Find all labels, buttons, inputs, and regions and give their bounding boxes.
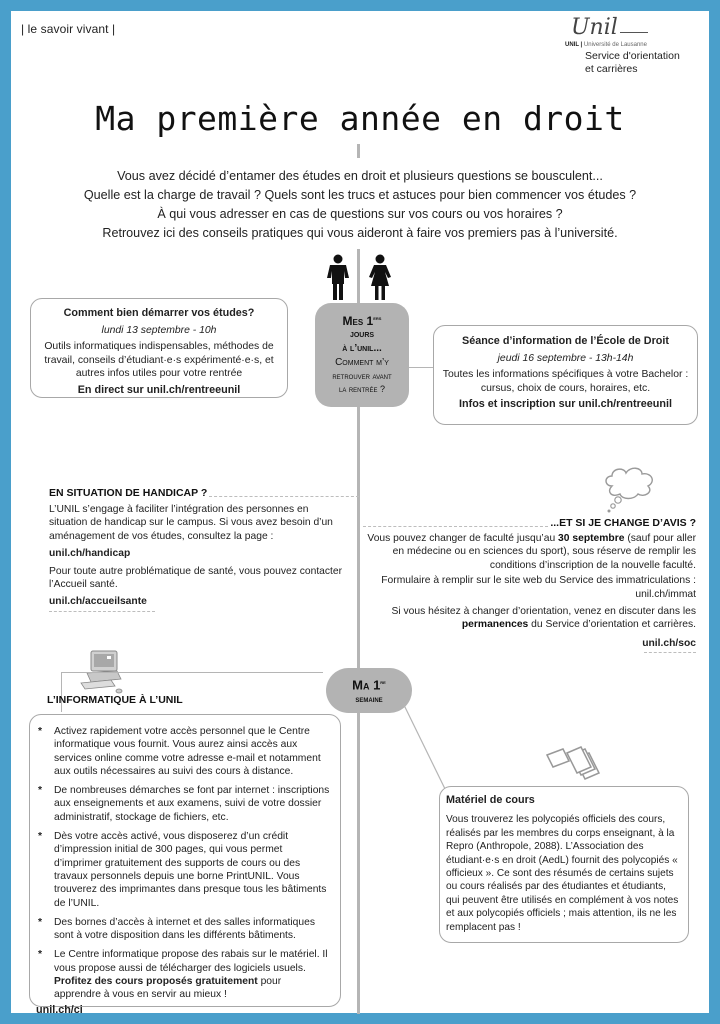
- it-list-item: * Le Centre informatique propose des rabais sur le matériel. Il vous propose aussi de télécharger des logiciels usuels. Profitez des cours proposés gratuitement pour apprendre à vous en servir au mieux !: [36, 948, 330, 1001]
- sante-body: Pour toute autre problématique de santé, vous pouvez contacter l’Accueil santé.: [49, 565, 343, 591]
- ci-link[interactable]: unil.ch/ci: [36, 1003, 83, 1016]
- soc-link[interactable]: unil.ch/soc: [642, 637, 696, 649]
- change-heading: ...ET SI JE CHANGE D’AVIS ?: [550, 517, 696, 529]
- event-link[interactable]: En direct sur unil.ch/rentreeunil: [77, 383, 241, 396]
- materiel-body: Vous trouverez les polycopiés officiels des cours, réalisés par les membres du corps enseignant, à la Repro (Anthropole, 2088). L’Association des étudiant·e·s en droit (AedL) fournit des polycopiés « officieux ». Ce sont des résumés de certains sujets ou cours réalisés par des étudiantes et étudiants, qui peuvent être utilisés en complément à vos notes et aux polycopiés officiels ; mais attention, ils ne les remplacent pas !: [446, 814, 679, 933]
- event-date: jeudi 16 septembre - 13h-14h: [497, 352, 634, 364]
- thought-bubble-icon: [598, 464, 668, 514]
- department-name: Service d'orientation et carrières: [585, 50, 680, 75]
- connector-it: [61, 672, 323, 673]
- it-list: [36, 725, 330, 1002]
- it-list-item: * Dès votre accès activé, vous disposerez d’un crédit d’impression initial de 300 pages, qui vous permet d’imprimer gratuitement des supports de cours ou des travaux personnels depuis une borne PrintUNIL. Vous trouverez des imprimantes dans presque tous les bâtiments de l’UNIL.: [36, 830, 330, 910]
- university-name: UNIL | Université de Lausanne: [565, 42, 647, 48]
- male-student-icon: [325, 254, 351, 302]
- intro-text: Vous avez décidé d’entamer des études en droit et plusieurs questions se bousculent... Quelle est la charge de travail ? Quels sont les trucs et astuces pour bien commencer vos études ? À qui vous adresser en cas de questions sur vos cours ou vos horaires ? Retrouvez ici des conseils pratiques qui vous aideront à faire vos premiers pas à l’université.: [83, 169, 637, 240]
- materiel-card: [439, 786, 689, 943]
- computer-icon: [77, 649, 127, 697]
- unil-logo: [565, 15, 695, 76]
- event-heading: Séance d’information de l’École de Droit: [462, 335, 669, 347]
- event-body: Toutes les informations spécifiques à votre Bachelor : cursus, choix de cours, horaires, etc.: [442, 369, 689, 394]
- event-body: Outils informatiques indispensables, méthodes de travail, conseils d’étudiant·e·s expérimenté·e·s, et autres infos utiles pour votre rentrée: [44, 341, 274, 379]
- it-list-item: * Activez rapidement votre accès personnel que le Centre informatique vous fournit. Vous aurez ainsi accès aux services online comme votre adresse e-mail et notamment aux outils nécessaires au suivi des cours à distance.: [36, 725, 330, 778]
- change-section: [363, 517, 696, 653]
- handicap-heading: EN SITUATION DE HANDICAP ?: [49, 487, 208, 499]
- event-card-demarrer: [30, 298, 288, 398]
- event-link[interactable]: Infos et inscription sur unil.ch/rentreeunil: [459, 398, 672, 410]
- poster-page: [11, 11, 709, 1016]
- timeline-line-top: [357, 144, 360, 158]
- tagline: | le savoir vivant |: [21, 22, 116, 36]
- it-heading: L’INFORMATIQUE À L’UNIL: [47, 694, 183, 706]
- change-form-text: Formulaire à remplir sur le site web du Service des immatriculations : unil.ch/immat: [381, 575, 696, 600]
- event-card-seance: [433, 325, 698, 425]
- change-orientation-text: Si vous hésitez à changer d’orientation, venez en discuter dans les permanences du Service d’orientation et carrières.: [391, 606, 696, 631]
- unil-logo-script: Unil: [565, 15, 695, 41]
- event-date: lundi 13 septembre - 10h: [101, 324, 217, 336]
- materiel-heading: Matériel de cours: [446, 794, 535, 806]
- it-card: [29, 714, 341, 1016]
- handicap-link[interactable]: unil.ch/handicap: [49, 548, 131, 560]
- hub-first-days: Mes 1ers jours à l’unil... Comment m’y retrouver avant la rentrée ?: [315, 303, 409, 407]
- it-list-item: * De nombreuses démarches se font par internet : inscriptions aux enseignements et aux examens, suivi de votre dossier administratif, stockage de fichiers, etc.: [36, 784, 330, 824]
- it-list-item: * Des bornes d’accès à internet et des salles informatiques sont à votre disposition dans les différents bâtiments.: [36, 916, 330, 943]
- hub-first-week: Ma 1re semaine: [326, 668, 412, 713]
- handicap-body: L’UNIL s’engage à faciliter l’intégration des personnes en situation de handicap sur le campus. Si vous avez besoin d’un aménagement de vos études, consultez la page :: [49, 504, 333, 542]
- connector-it-down: [61, 672, 62, 712]
- papers-icon: [545, 745, 605, 787]
- handicap-section: [49, 487, 349, 612]
- change-deadline-text: Vous pouvez changer de faculté jusqu’au 30 septembre (sauf pour aller en médecine ou en sciences du sport), sous réserve de remplir les conditions d’inscription de la nouvelle faculté.: [367, 533, 696, 571]
- event-heading: Comment bien démarrer vos études?: [63, 307, 255, 319]
- sante-link[interactable]: unil.ch/accueilsante: [49, 596, 147, 608]
- connector-materiel: [401, 701, 451, 796]
- page-title: Ma première année en droit: [95, 99, 625, 138]
- female-student-icon: [367, 254, 393, 302]
